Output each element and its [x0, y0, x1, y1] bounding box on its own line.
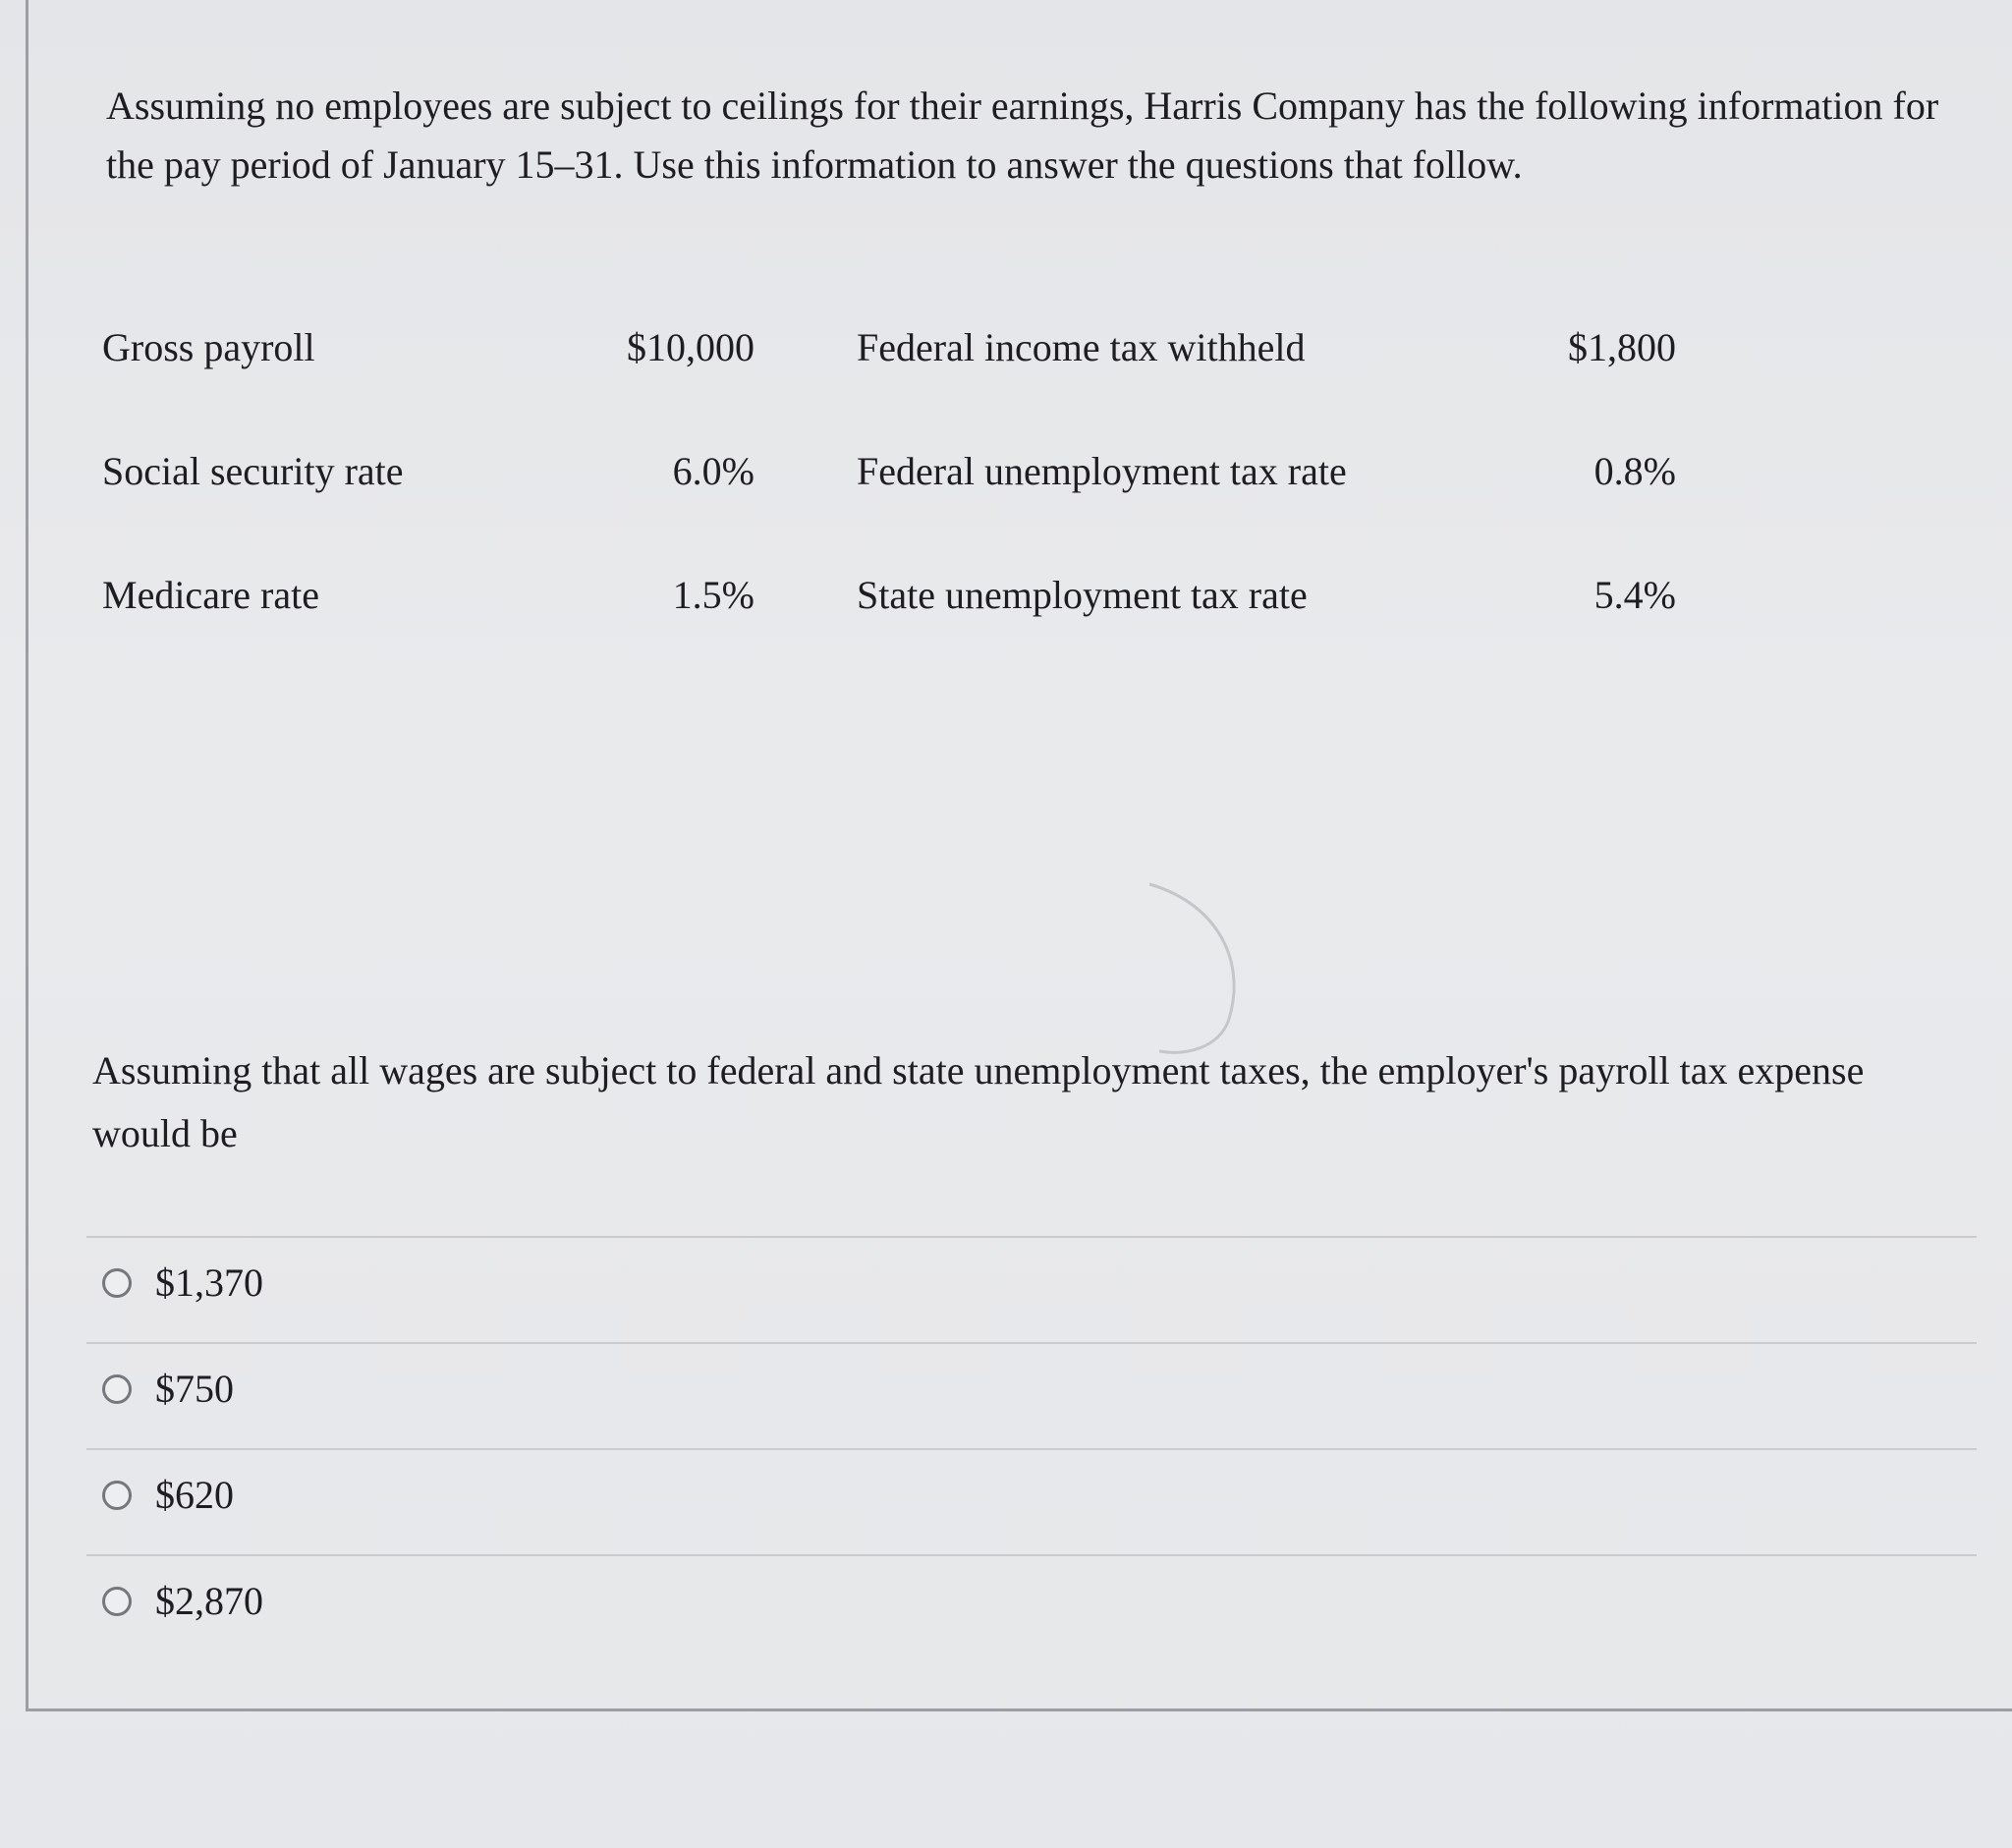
- option-divider: [86, 1554, 1977, 1556]
- radio-button[interactable]: [102, 1481, 132, 1510]
- intro-paragraph: Assuming no employees are subject to ceilings for their earnings, Harris Company has the following information for the pay period of January 15–31. Use this information to answer the questions that follow.: [106, 84, 1939, 187]
- answer-option[interactable]: [102, 1362, 234, 1417]
- answer-option-label: $750: [155, 1367, 234, 1411]
- answer-option[interactable]: [102, 1256, 263, 1311]
- answer-option[interactable]: [102, 1574, 263, 1629]
- answer-option[interactable]: [102, 1468, 234, 1523]
- option-divider: [86, 1342, 1977, 1344]
- payroll-info-table: [0, 0, 2012, 688]
- futa-rate-value: 0.8%: [1593, 449, 1676, 493]
- gross-payroll-label: Gross payroll: [102, 325, 315, 369]
- suta-rate-label: State unemployment tax rate: [857, 573, 1308, 617]
- radio-button[interactable]: [102, 1587, 132, 1616]
- gross-payroll-value: $10,000: [627, 325, 754, 369]
- suta-rate-value: 5.4%: [1593, 573, 1676, 617]
- federal-income-tax-label: Federal income tax withheld: [857, 325, 1306, 369]
- medicare-rate-value: 1.5%: [672, 573, 754, 617]
- futa-rate-label: Federal unemployment tax rate: [857, 449, 1347, 493]
- social-security-rate-label: Social security rate: [102, 449, 404, 493]
- radio-button[interactable]: [102, 1268, 132, 1298]
- answer-option-label: $620: [155, 1473, 234, 1517]
- radio-button[interactable]: [102, 1374, 132, 1404]
- answer-option-label: $2,870: [155, 1579, 263, 1623]
- option-divider: [86, 1236, 1977, 1238]
- answer-option-label: $1,370: [155, 1260, 263, 1305]
- option-divider: [86, 1448, 1977, 1450]
- medicare-rate-label: Medicare rate: [102, 573, 319, 617]
- federal-income-tax-value: $1,800: [1568, 325, 1676, 369]
- question-text: Assuming that all wages are subject to federal and state unemployment taxes, the employer's payroll tax expense would be: [92, 1048, 1865, 1155]
- social-security-rate-value: 6.0%: [672, 449, 754, 493]
